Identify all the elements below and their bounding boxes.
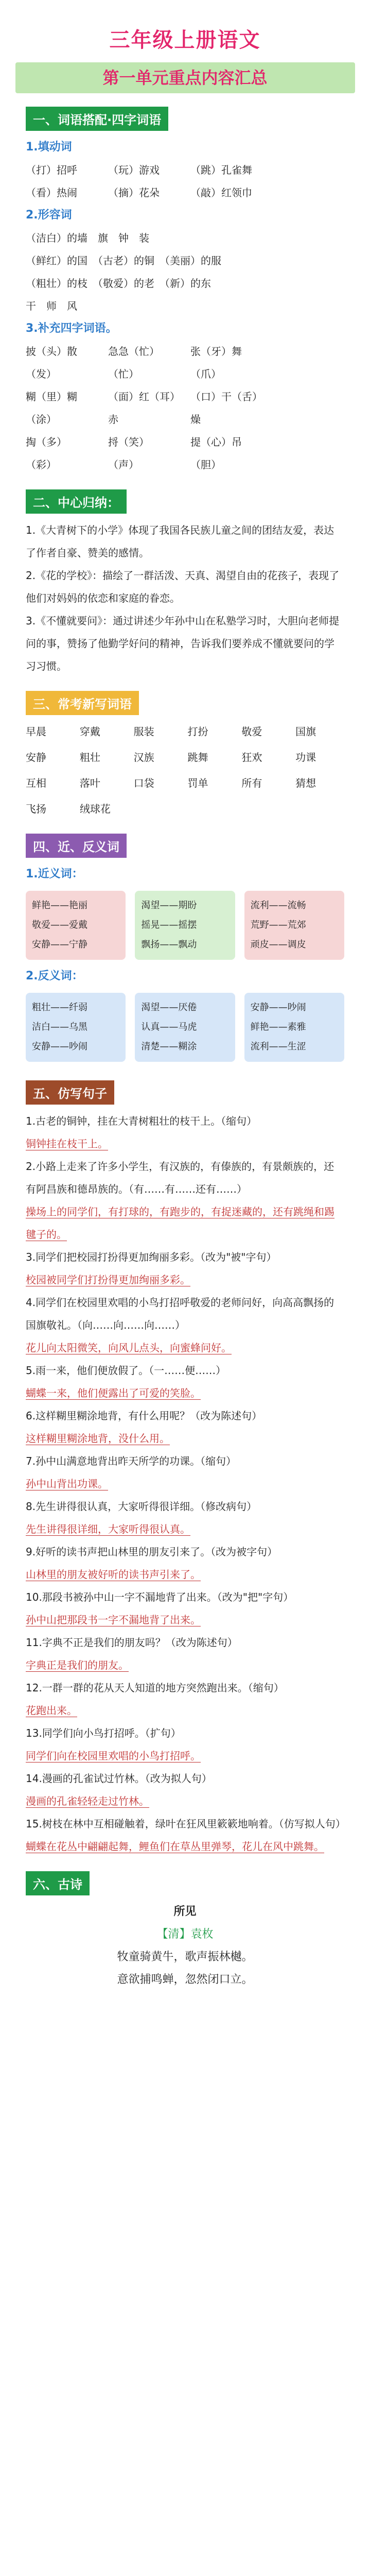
sentence-answer (26, 1427, 344, 1450)
section-heading-new-words: 三、常考新写词语 (26, 691, 139, 715)
synonym-box (26, 891, 126, 960)
pair: 安静——吵闹 (32, 1041, 87, 1052)
sentence-answer (26, 1608, 344, 1631)
four-word-item: 燥 (190, 413, 201, 426)
sub-heading-antonyms: 2.反义词： (26, 970, 83, 982)
pair: 渴望——厌倦 (141, 1002, 197, 1013)
poem-author: 【清】袁枚 (156, 1928, 214, 1941)
poem (0, 1895, 370, 1991)
sentence-question: 13.同学们向小鸟打招呼。（扩句） (26, 1727, 181, 1739)
verb-row (26, 159, 344, 181)
four-word-item: 披（头）散 (26, 345, 77, 358)
four-word-item: 张（牙）舞 (190, 345, 242, 358)
four-word-item: （爪） (190, 368, 221, 380)
four-word-row (26, 431, 344, 453)
word-item: 飞扬 (26, 803, 46, 815)
sentence-answer-text: 孙中山背出功课。 (26, 1478, 108, 1490)
word-item: 所有 (241, 777, 262, 789)
sentence-answer (26, 1382, 344, 1404)
sub-heading-four-words: 3.补充四字词语。 (26, 322, 117, 335)
section-heading-synonyms: 四、近、反义词 (26, 834, 127, 858)
sentence-question: 8.先生讲得很认真，大家听得很详细。（修改病句） (26, 1500, 257, 1513)
sentence-answer-text: 操场上的同学们，有打球的，有跑步的，有捉迷藏的，还有跳绳和踢毽子的。 (26, 1206, 334, 1241)
word-item: 早晨 (26, 725, 46, 738)
verb-item: （敲）红领巾 (190, 187, 252, 199)
word-item: 绒球花 (79, 803, 111, 815)
pair: 荒野——荒郊 (250, 920, 306, 930)
sub-heading-synonyms: 1.近义词： (26, 868, 83, 880)
pair: 安静——宁静 (32, 939, 87, 950)
four-word-row (26, 340, 344, 363)
sentence-answer (26, 1200, 344, 1246)
pair: 洁白——乌黑 (32, 1022, 87, 1032)
sentence-answer (26, 1518, 344, 1540)
sentence-answer-text: 孙中山把那段书一字不漏地背了出来。 (26, 1614, 201, 1626)
word-item: 粗壮 (79, 751, 100, 764)
summary-item: 3.《不懂就要问》：通过讲述少年孙中山在私塾学习时，大胆向老师提问的事，赞扬了他勤学好问的精神，告诉我们要养成不懂就要问的学习习惯。 (26, 615, 340, 672)
sentence-answer (26, 1472, 344, 1495)
word-grid (26, 720, 344, 820)
sentence-answer-text: 花儿向太阳微笑，向风儿点头，向蜜蜂问好。 (26, 1342, 232, 1354)
adj-row: （洁白）的墙 旗 钟 装 (26, 232, 149, 244)
sentence-question: 4.同学们在校园里欢唱的小鸟打招呼敬爱的老师问好，向高高飘扬的国旗敬礼。（向……向……向……） (26, 1296, 334, 1331)
sentence-answer-text: 花跑出来。 (26, 1704, 77, 1717)
antonym-boxes (26, 993, 344, 1062)
pair: 渴望——期盼 (141, 900, 197, 911)
sentence-answer (26, 1654, 344, 1676)
adj-row: （鲜红）的国 （古老）的铜 （美丽）的服 (26, 255, 221, 267)
four-word-item: 捋（笑） (108, 436, 149, 448)
sentence-answer (26, 1699, 344, 1722)
antonym-box (135, 993, 235, 1062)
poem-line: 意欲捕鸣蝉，忽然闭口立。 (117, 1973, 253, 1986)
verb-item: （跳）孔雀舞 (190, 164, 252, 176)
sentence-answer-text: 铜钟挂在枝干上。 (26, 1138, 108, 1150)
word-item: 功课 (295, 751, 316, 764)
sentence-question: 5.雨一来，他们便放假了。（一……便……） (26, 1364, 226, 1377)
sentence-answer-text: 这样糊里糊涂地背，没什么用。 (26, 1432, 170, 1445)
sentence-answer (26, 1835, 344, 1858)
four-word-item: （发） (26, 368, 57, 380)
pair: 清楚——糊涂 (141, 1041, 197, 1052)
sentence-question: 14.漫画的孔雀试过竹林。（改为拟人句） (26, 1772, 212, 1785)
sentence-question: 1.古老的铜钟，挂在大青树粗壮的枝干上。（缩句） (26, 1115, 257, 1127)
pair: 流利——生涩 (250, 1041, 306, 1052)
sentence-answer-text: 蝴蝶在花丛中翩翩起舞，鲤鱼们在草丛里弹琴，花儿在风中跳舞。 (26, 1840, 324, 1853)
word-item: 罚单 (187, 777, 208, 789)
antonym-box (26, 993, 126, 1062)
section-vocab (0, 131, 370, 476)
poem-line: 牧童骑黄牛，歌声振林樾。 (117, 1951, 253, 1963)
section-heading-sentences: 五、仿写句子 (26, 1080, 114, 1105)
word-item: 猜想 (295, 777, 316, 789)
sub-heading-verbs: 1.填动词 (26, 141, 72, 154)
sentence-answer (26, 1268, 344, 1291)
sentence-question: 9.好听的读书声把山林里的朋友引来了。（改为被字句） (26, 1546, 278, 1558)
sentence-answer (26, 1744, 344, 1767)
sentence-answer-text: 同学们向在校园里欢唱的小鸟打招呼。 (26, 1750, 201, 1762)
verb-row (26, 181, 344, 204)
pair: 安静——吵闹 (250, 1002, 306, 1013)
adj-row: 干 师 风 (26, 300, 77, 312)
four-word-row (26, 363, 344, 385)
doc-title: 三年级上册语文 (109, 28, 261, 52)
verb-item: （玩）游戏 (108, 164, 160, 176)
word-item: 穿戴 (79, 725, 100, 738)
four-word-item: （面）红（耳） (108, 391, 180, 403)
pair: 敬爱——爱戴 (32, 920, 87, 930)
sentence-question: 10.那段书被孙中山一字不漏地背了出来。（改为"把"字句） (26, 1591, 294, 1603)
poem-title: 所见 (173, 1905, 197, 1918)
synonym-box (244, 891, 344, 960)
section-sentences (0, 1105, 370, 1858)
word-item: 狂欢 (241, 751, 262, 764)
four-word-item: 急急（忙） (108, 345, 160, 358)
sentence-question: 7.孙中山满意地背出昨天所学的功课。（缩句） (26, 1455, 237, 1467)
adj-row: （粗壮）的枝 （敬爱）的老 （新）的东 (26, 277, 211, 290)
summary-item: 1.《大青树下的小学》体现了我国各民族儿童之间的团结友爱，表达了作者自豪、赞美的感情。 (26, 524, 334, 559)
verb-item: （摘）花朵 (108, 187, 160, 199)
sentence-answer (26, 1790, 344, 1812)
sentence-question: 11.字典不正是我们的朋友吗？（改为陈述句） (26, 1636, 238, 1649)
four-word-item: 提（心）吊 (190, 436, 242, 448)
verb-item: （打）招呼 (26, 164, 77, 176)
pair: 认真——马虎 (141, 1022, 197, 1032)
four-word-item: （胆） (190, 459, 221, 471)
four-word-item: 糊（里）糊 (26, 391, 77, 403)
sentence-question: 6.这样糊里糊涂地背，有什么用呢？（改为陈述句） (26, 1410, 262, 1422)
four-word-item: 掏（多） (26, 436, 67, 448)
section-heading-summary: 二、中心归纳： (26, 489, 127, 514)
four-word-item: （口）干（舌） (190, 391, 262, 403)
synonym-box (135, 891, 235, 960)
summary-item: 2.《花的学校》：描绘了一群活泼、天真、渴望自由的花孩子，表现了他们对妈妈的依恋和家庭的眷恋。 (26, 569, 340, 604)
sentence-answer-text: 校园被同学们打扮得更加绚丽多彩。 (26, 1274, 190, 1286)
word-item: 口袋 (133, 777, 154, 789)
sentence-question: 15.树枝在林中互相碰触着，绿叶在狂风里簌簌地响着。（仿写拟人句） (26, 1818, 346, 1830)
sub-heading-adjectives: 2.形容词 (26, 209, 72, 222)
pair: 飘扬——飘动 (141, 939, 197, 950)
sentence-question: 2.小路上走来了许多小学生，有汉族的，有傣族的，有景颇族的，还有阿昌族和德昂族的。（有……有……还有……） (26, 1160, 334, 1195)
four-word-item: 赤 (108, 413, 118, 426)
unit-banner: 第一单元重点内容汇总 (15, 62, 355, 93)
four-word-item: （彩） (26, 459, 57, 471)
word-item: 安静 (26, 751, 46, 764)
four-word-row (26, 385, 344, 408)
word-item: 汉族 (133, 751, 154, 764)
four-word-item: （涂） (26, 413, 57, 426)
pair: 顽皮——调皮 (250, 939, 306, 950)
pair: 鲜艳——素雅 (250, 1022, 306, 1032)
word-item: 打扮 (187, 725, 208, 738)
section-new-words (0, 715, 370, 820)
word-item: 敬爱 (241, 725, 262, 738)
verb-item: （看）热闹 (26, 187, 77, 199)
section-heading-vocab: 一、词语搭配·四字词语 (26, 107, 168, 131)
four-word-item: （声） (108, 459, 139, 471)
four-word-row (26, 453, 344, 476)
pair: 鲜艳——艳丽 (32, 900, 87, 911)
section-summary (0, 514, 370, 677)
sentence-answer-text: 字典正是我们的朋友。 (26, 1659, 129, 1671)
sentence-answer (26, 1563, 344, 1586)
pair: 粗壮——纤弱 (32, 1002, 87, 1013)
sentence-answer-text: 山林里的朋友被好听的读书声引来了。 (26, 1568, 201, 1581)
word-item: 服装 (133, 725, 154, 738)
sentence-question: 3.同学们把校园打扮得更加绚丽多彩。（改为"被"字句） (26, 1251, 277, 1263)
section-heading-poem: 六、古诗 (26, 1871, 90, 1895)
four-word-item: （忙） (108, 368, 139, 380)
pair: 摇晃——摇摆 (141, 920, 197, 930)
word-item: 互相 (26, 777, 46, 789)
sentence-answer-text: 先生讲得很详细，大家听得很认真。 (26, 1523, 190, 1535)
sentence-answer-text: 漫画的孔雀轻轻走过竹林。 (26, 1795, 149, 1807)
word-item: 跳舞 (187, 751, 208, 764)
sentence-question: 12.一群一群的花从天人知道的地方突然跑出来。（缩句） (26, 1682, 284, 1694)
antonym-box (244, 993, 344, 1062)
synonym-boxes (26, 891, 344, 960)
word-item: 落叶 (79, 777, 100, 789)
pair: 流利——流畅 (250, 900, 306, 911)
sentence-answer-text: 蝴蝶一来，他们便露出了可爱的笑脸。 (26, 1387, 201, 1399)
four-word-row (26, 408, 344, 431)
word-item: 国旗 (295, 725, 316, 738)
sentence-answer (26, 1336, 344, 1359)
section-synonyms (0, 858, 370, 1062)
sentence-answer (26, 1132, 344, 1155)
